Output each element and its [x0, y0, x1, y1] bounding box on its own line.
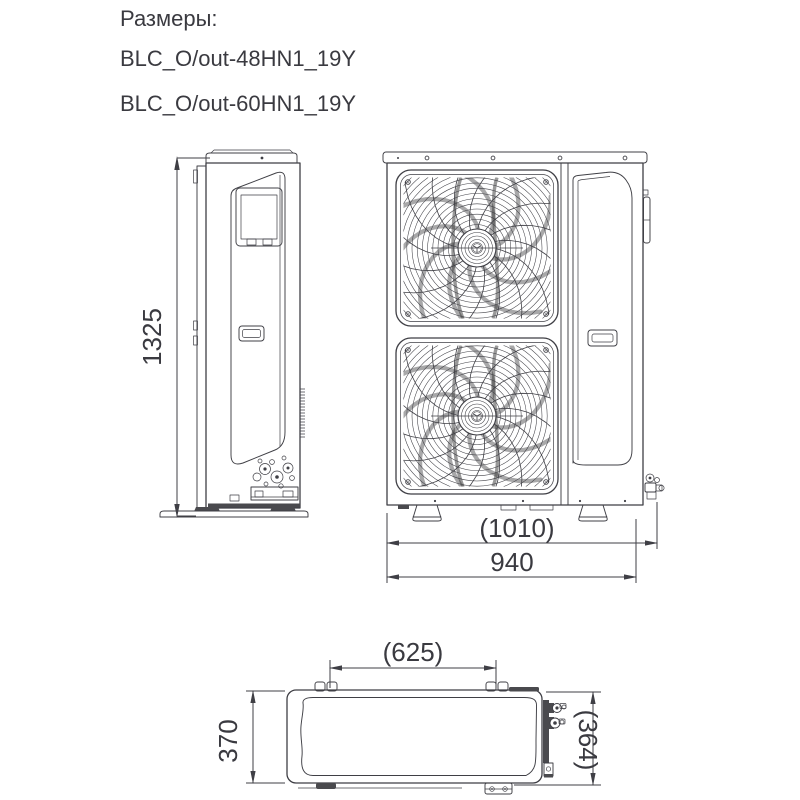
top-depth-dimension — [213, 690, 285, 784]
model-name-1: BLC_O/out-48HN1_19Y — [120, 46, 357, 71]
side-height-dimension — [137, 156, 210, 518]
side-handle — [239, 326, 264, 341]
front-width-overall-label: (1010) — [479, 513, 555, 543]
top-feet-spacing-dimension — [329, 637, 497, 688]
front-section-divider — [561, 163, 568, 505]
top-surface-panel — [301, 698, 537, 776]
top-depth-label: 370 — [213, 719, 243, 763]
front-width-label: 940 — [490, 547, 534, 577]
model-name-2: BLC_O/out-60HN1_19Y — [120, 91, 357, 116]
page-title: Размеры: — [120, 6, 218, 31]
front-foot-left — [413, 505, 441, 521]
side-height-label: 1325 — [137, 308, 167, 366]
side-electrical-box — [236, 188, 282, 246]
front-top-cap — [383, 152, 647, 163]
top-depth-overall-label: (364) — [573, 709, 603, 771]
top-view — [213, 637, 603, 794]
front-width-overall-dimension — [386, 502, 658, 549]
side-base — [160, 495, 308, 517]
front-foot-right — [579, 505, 607, 521]
front-valve — [645, 474, 664, 499]
side-top-cap — [206, 150, 297, 163]
side-fins — [300, 389, 305, 437]
side-back-strip — [194, 166, 207, 508]
side-view — [137, 150, 308, 518]
side-valve-assembly — [251, 456, 298, 500]
side-body — [206, 163, 300, 508]
front-right-panel — [573, 172, 632, 465]
top-feet-spacing-label: (625) — [382, 637, 444, 667]
top-valve-assembly — [543, 700, 566, 778]
top-casing — [287, 690, 542, 783]
front-hinge-tabs — [643, 190, 650, 243]
top-bottom-fittings — [316, 783, 512, 794]
front-view — [357, 128, 664, 583]
